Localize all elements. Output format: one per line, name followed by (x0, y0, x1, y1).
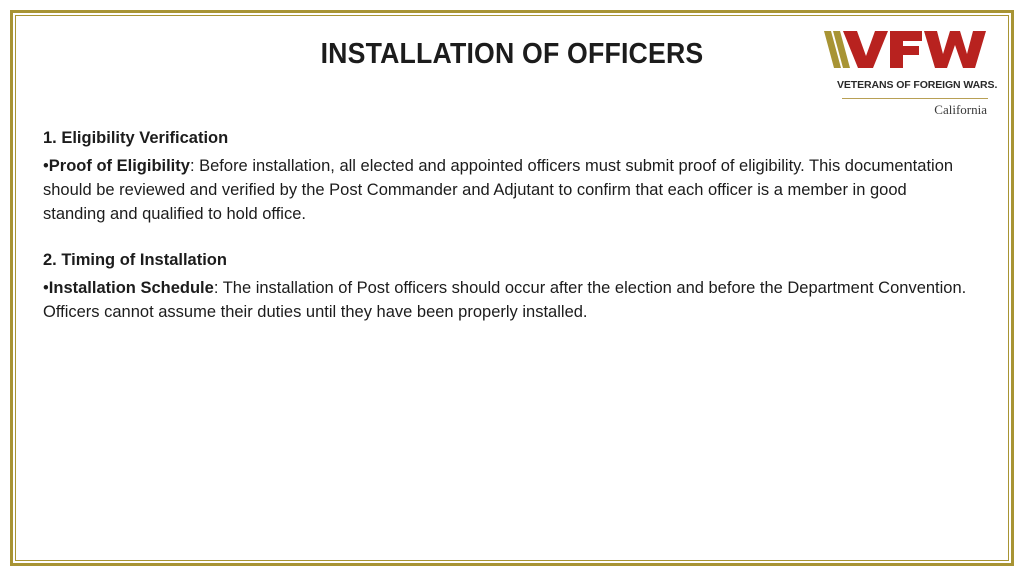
section-heading: 2. Timing of Installation (43, 251, 227, 269)
section-eligibility-verification (43, 126, 973, 226)
vfw-wordmark-icon (824, 28, 994, 78)
section-heading: 1. Eligibility Verification (43, 129, 229, 147)
slide-body (43, 126, 973, 346)
section-timing-of-installation (43, 248, 973, 324)
bullet-term: Installation Schedule (48, 279, 214, 297)
bullet-term: Proof of Eligibility (48, 157, 190, 175)
bullet-paragraph (43, 276, 973, 324)
logo-divider (842, 98, 988, 99)
bullet-marker: • (43, 279, 49, 297)
bullet-text: : Before installation, all elected and appointed officers must submit proof of eligibility. This documentation should be reviewed and verified by the Post Commander and Adjutant to confirm that each officer is a member in good standing and qualified to hold office. (43, 157, 954, 223)
bullet-text: : The installation of Post officers should occur after the election and before the Department Convention. Officers cannot assume their duties until they have been properly installed. (43, 279, 967, 321)
bullet-marker: • (43, 157, 49, 175)
vfw-logo (824, 28, 998, 120)
slide-title: INSTALLATION OF OFFICERS (320, 38, 704, 70)
logo-tagline: VETERANS OF FOREIGN WARS. (837, 79, 998, 91)
logo-state-name: California (934, 102, 987, 117)
bullet-paragraph (43, 154, 973, 226)
